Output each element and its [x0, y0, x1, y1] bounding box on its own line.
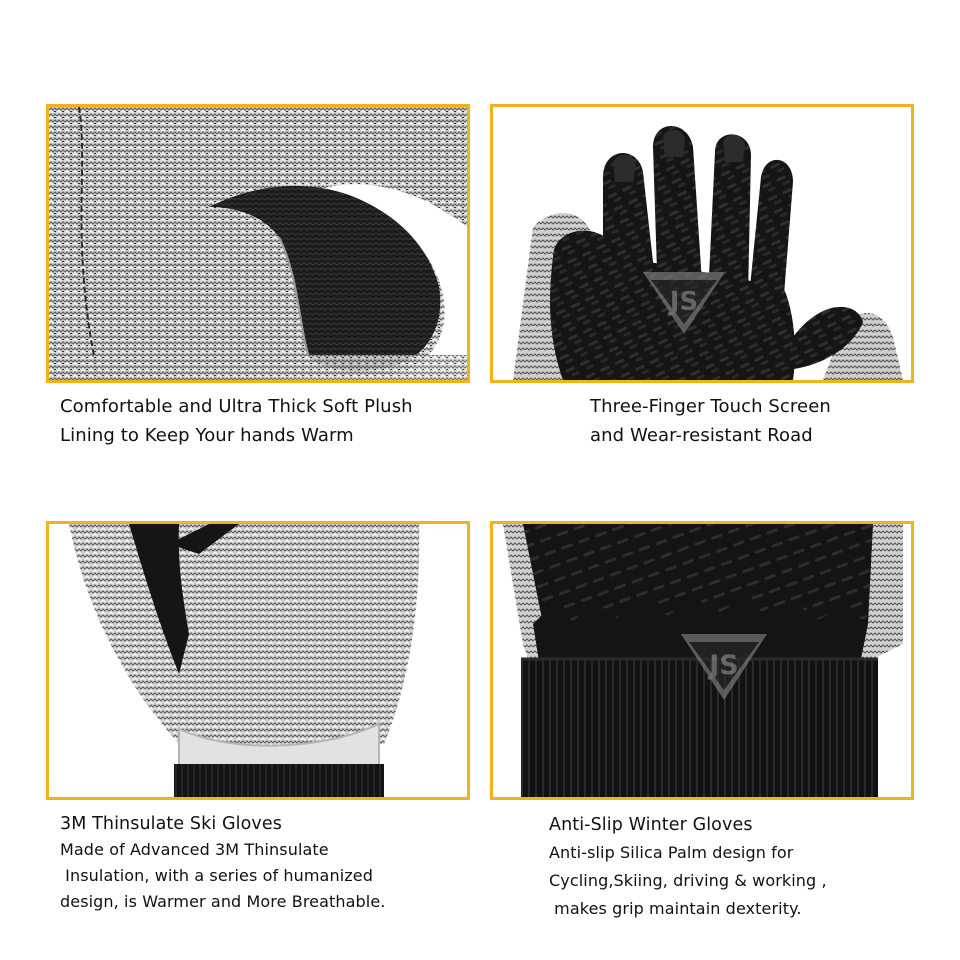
- caption-line: design, is Warmer and More Breathable.: [60, 892, 386, 911]
- caption-line: Lining to Keep Your hands Warm: [60, 425, 354, 446]
- svg-text:JS: JS: [709, 650, 739, 681]
- caption-title: Anti-Slip Winter Gloves: [549, 815, 753, 835]
- glove-palm-touchscreen-fingers-photo: [493, 107, 911, 380]
- knit-cuff-plush-lining-photo: [49, 107, 467, 380]
- caption-title: 3M Thinsulate Ski Gloves: [60, 814, 282, 834]
- caption-line: Made of Advanced 3M Thinsulate: [60, 840, 329, 859]
- photo-panel-touchscreen: [490, 104, 914, 383]
- caption-plush-lining: [60, 392, 413, 450]
- caption-line: Insulation, with a series of humanized: [60, 866, 373, 885]
- photo-panel-anti-slip: [490, 521, 914, 800]
- caption-line: Anti-slip Silica Palm design for: [549, 843, 794, 862]
- photo-panel-thinsulate: [46, 521, 470, 800]
- glove-wrist-ribbed-cuff-photo: [493, 524, 911, 797]
- knit-glove-back-side-photo: [49, 524, 467, 797]
- caption-line: Three-Finger Touch Screen: [590, 396, 831, 417]
- caption-thinsulate: [60, 811, 385, 915]
- svg-text:JS: JS: [669, 287, 699, 317]
- caption-touchscreen: [590, 392, 831, 450]
- photo-panel-plush-lining: [46, 104, 470, 383]
- caption-line: Comfortable and Ultra Thick Soft Plush: [60, 396, 413, 417]
- caption-line: makes grip maintain dexterity.: [549, 899, 802, 918]
- caption-line: Cycling,Skiing, driving & working ,: [549, 871, 827, 890]
- caption-line: and Wear-resistant Road: [590, 425, 813, 446]
- caption-anti-slip: [549, 811, 827, 923]
